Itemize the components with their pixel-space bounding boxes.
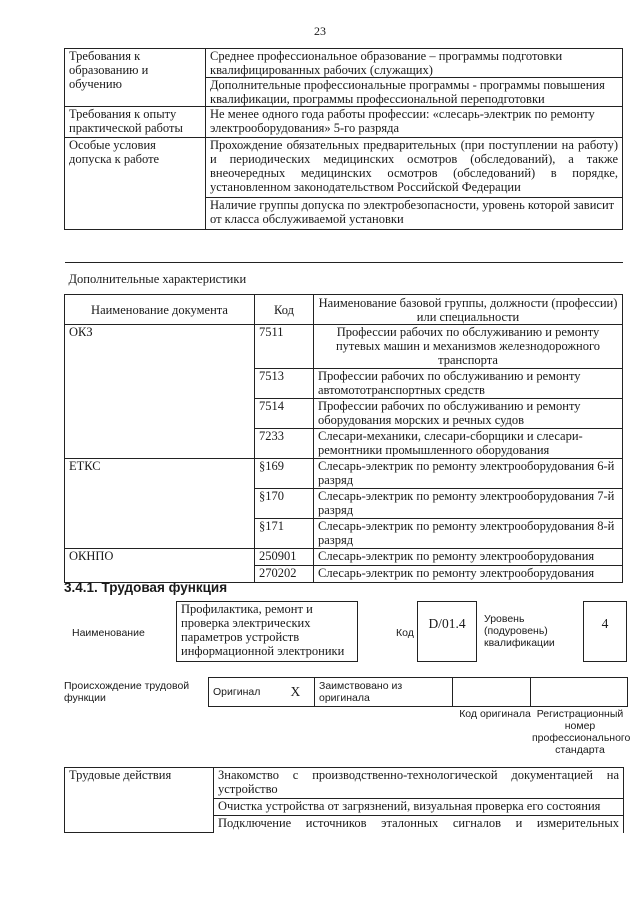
- function-code: D/01.4: [428, 616, 466, 631]
- table-row: [65, 138, 623, 198]
- action-item: Знакомство с производственно-технологической документацией на устройство: [214, 768, 624, 799]
- level-label: Уровень (подуровень) квалификации: [484, 613, 555, 649]
- doc-cell: ЕТКС: [65, 459, 255, 549]
- table-row: [65, 549, 623, 566]
- name-cell: Слесарь-электрик по ремонту электрооборудования 8-й разряд: [314, 519, 623, 549]
- function-name-box: [176, 601, 358, 662]
- col-header-document: Наименование документа: [65, 295, 255, 325]
- page-number: 23: [314, 24, 326, 38]
- labor-actions-table: [64, 767, 624, 833]
- code-cell: 250901: [255, 549, 314, 566]
- code-cell: §171: [255, 519, 314, 549]
- name-cell: Слесарь-электрик по ремонту электрооборудования 7-й разряд: [314, 489, 623, 519]
- name-cell: Профессии рабочих по обслуживанию и ремонту оборудования морских и речных судов: [314, 399, 623, 429]
- requirement-value: Не менее одного года работы профессии: «слесарь-электрик по ремонту электрооборудования» 5-го разряда: [206, 107, 623, 138]
- code-cell: 270202: [255, 566, 314, 583]
- name-cell: Слесарь-электрик по ремонту электрооборудования: [314, 549, 623, 566]
- level-box: [583, 601, 627, 662]
- table-header-row: [65, 295, 623, 325]
- code-cell: §170: [255, 489, 314, 519]
- requirement-label: Требования к опыту практической работы: [65, 107, 206, 138]
- origin-borrowed: Заимствовано из оригинала: [315, 678, 453, 707]
- actions-label: Трудовые действия: [65, 768, 214, 833]
- additional-characteristics-table: [64, 262, 623, 583]
- additional-title: Дополнительные характеристики: [65, 263, 623, 295]
- requirement-value: Прохождение обязательных предварительных (при поступлении на работу) и периодических медицинских осмотров (обследований), а также внеочередных медицинских осмотров (обследований) в порядке, установленном законодательством Российской Федерации: [206, 138, 623, 198]
- function-name: Профилактика, ремонт и проверка электрических параметров устройств информационной электроники: [181, 602, 345, 658]
- code-cell: §169: [255, 459, 314, 489]
- code-cell: 7514: [255, 399, 314, 429]
- table-row: [65, 459, 623, 489]
- requirement-value: Наличие группы допуска по электробезопасности, уровень которой зависит от класса обслуживаемой установки: [206, 198, 623, 230]
- name-cell: Слесари-механики, слесари-сборщики и слесари-ремонтники промышленного оборудования: [314, 429, 623, 459]
- table-row: [65, 768, 624, 799]
- code-cell: 7513: [255, 369, 314, 399]
- code-cell: 7233: [255, 429, 314, 459]
- origin-table: [208, 677, 628, 707]
- table-row: [65, 49, 623, 78]
- table-row: [65, 325, 623, 369]
- col-header-code: Код: [255, 295, 314, 325]
- requirement-value: Среднее профессиональное образование – программы подготовки квалифицированных рабочих (служащих): [206, 49, 623, 78]
- requirement-label: Требования к образованию и обучению: [65, 49, 206, 107]
- name-label: Наименование: [72, 627, 145, 639]
- table-row: [65, 107, 623, 138]
- requirements-table: [64, 48, 623, 230]
- table-row: [209, 678, 628, 707]
- reg-number-caption: Регистрационный номер профессионального стандарта: [532, 708, 631, 756]
- origin-label: Происхождение трудовой функции: [64, 680, 190, 704]
- table-row: [65, 263, 623, 295]
- reg-number-cell: [531, 678, 628, 707]
- name-cell: Слесарь-электрик по ремонту электрооборудования: [314, 566, 623, 583]
- action-item: Подключение источников эталонных сигналов и измерительных: [214, 816, 624, 833]
- code-cell: 7511: [255, 325, 314, 369]
- requirement-value: Дополнительные профессиональные программы - программы повышения квалификации, программы профессиональной переподготовки: [206, 78, 623, 107]
- level-value: 4: [601, 616, 609, 631]
- col-header-name: Наименование базовой группы, должности (профессии) или специальности: [314, 295, 623, 325]
- origin-mark: X: [287, 678, 315, 707]
- section-title: 3.4.1. Трудовая функция: [64, 580, 228, 595]
- doc-cell: ОКЗ: [65, 325, 255, 459]
- code-label: Код: [396, 627, 414, 639]
- origin-original: Оригинал: [209, 678, 287, 707]
- doc-cell: ОКНПО: [65, 549, 255, 583]
- name-cell: Профессии рабочих по обслуживанию и ремонту путевых машин и механизмов железнодорожного транспорта: [314, 325, 623, 369]
- requirement-label: Особые условия допуска к работе: [65, 138, 206, 230]
- name-cell: Профессии рабочих по обслуживанию и ремонту автомототранспортных средств: [314, 369, 623, 399]
- code-original-cell: [453, 678, 531, 707]
- function-code-box: [417, 601, 477, 662]
- code-original-caption: Код оригинала: [459, 708, 531, 720]
- action-item: Очистка устройства от загрязнений, визуальная проверка его состояния: [214, 799, 624, 816]
- name-cell: Слесарь-электрик по ремонту электрооборудования 6-й разряд: [314, 459, 623, 489]
